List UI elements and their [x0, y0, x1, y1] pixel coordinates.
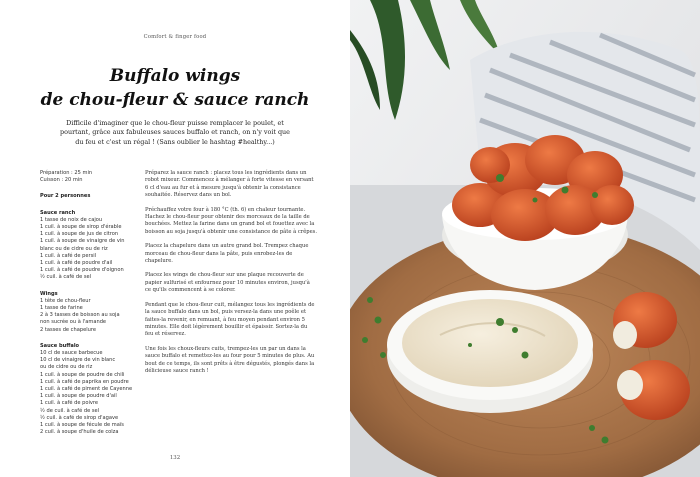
wings-heading: Wings — [40, 290, 58, 297]
ingredient-item: 1 tasse de farine — [40, 305, 83, 312]
ingredient-item: ½ cuil. à café de sirop d'agave — [40, 414, 119, 421]
ingredient-item: 10 cl de vinaigre de vin blanc — [40, 357, 116, 364]
recipe-title-line2: de chou-fleur & sauce ranch — [40, 90, 310, 110]
instruction-step: Placez la chapelure dans un autre grand bol. Trempez chaque morceau de chou-fleur dans la pâte, puis enrobez-les de chapelure. — [145, 243, 309, 265]
instructions-column — [145, 170, 317, 382]
ingredient-item: 1 tasse de noix de cajou — [40, 216, 103, 223]
ingredient-item: 2 tasses de chapelure — [40, 326, 96, 333]
ingredient-item: 1 tête de chou-fleur — [40, 297, 91, 304]
instruction-step: Placez les wings de chou-fleur sur une plaque recouverte de papier sulfurisé et enfournez pour 10 minutes environ, jusqu'à ce qu'ils commencent à se colorer. — [145, 272, 310, 294]
ingredient-item: 1 cuil. à soupe de poudre de chili — [40, 371, 125, 378]
ingredient-item: ½ cuil. à café de sel — [40, 274, 92, 281]
page-number: 132 — [169, 455, 181, 461]
recipe-title-line1: Buffalo wings — [109, 66, 241, 86]
ingredient-item: ½ de cuil. à café de sel — [40, 407, 100, 414]
ingredient-item: 1 cuil. à café de persil — [40, 252, 97, 259]
ingredient-item: 2 à 3 tasses de boisson au soja — [40, 312, 120, 319]
ingredient-item: 1 cuil. à café de piment de Cayenne — [40, 386, 133, 393]
food-photo — [350, 0, 700, 477]
ranch-sauce — [402, 299, 578, 387]
ingredient-item: 1 cuil. à soupe de poudre d'ail — [40, 393, 117, 400]
ingredient-item: 2 cuil. à soupe d'huile de colza — [40, 429, 119, 436]
ingredients-column — [40, 170, 140, 437]
servings: Pour 2 personnes — [40, 193, 91, 200]
ingredient-item: non sucrée ou à l'amande — [40, 319, 107, 326]
instruction-step: Une fois les choux-fleurs cuits, trempez-les un par un dans la sauce buffalo et remettez-les au four pour 5 minutes de plus. Au bout de ce temps, ils sont prêts à être dégustés, plongés dans la délicieuse sauce ranch ! — [145, 345, 315, 374]
cook-time: Cuisson : 20 min — [40, 177, 83, 184]
instruction-step: Préparez la sauce ranch : placez tous les ingrédients dans un robot mixeur. Commencez à mélanger à forte vitesse en versant 6 cl d'eau au fur et à mesure jusqu'à obtenir la consistance souhaitée. Réservez dans un bol. — [145, 170, 314, 199]
ingredient-item: 1 cuil. à soupe de jus de citron — [40, 231, 119, 238]
instruction-step: Pendant que le chou-fleur cuit, mélangez tous les ingrédients de la sauce buffalo dans un bol, puis versez-la dans une poêle et faites-la revenir, en remuant, à feu moyen pendant environ 5 minutes. Elle doit légèrement bouillir et épaissir. Sortez-la du feu et réservez. — [145, 301, 315, 338]
ingredient-item: 1 cuil. à café de poudre d'ail — [40, 260, 113, 267]
section-label: Comfort & finger food — [143, 34, 207, 40]
buffalo-heading: Sauce buffalo — [40, 342, 80, 349]
ingredient-item: 1 cuil. à soupe de sirop d'érable — [40, 224, 122, 231]
ingredient-item: ou de cidre ou de riz — [40, 364, 93, 371]
ingredient-item: 1 cuil. à café de poudre d'oignon — [40, 267, 124, 274]
prep-time: Préparation : 25 min — [40, 170, 93, 176]
ingredient-item: blanc ou de cidre ou de riz — [40, 245, 108, 252]
ingredient-item: 1 cuil. à café de paprika en poudre — [40, 378, 129, 385]
ingredient-item: 1 cuil. à café de poivre — [40, 400, 99, 407]
ranch-heading: Sauce ranch — [40, 209, 76, 216]
instruction-step: Préchauffez votre four à 180 °C (th. 6) en chaleur tournante. Hachez le chou-fleur pour obtenir des morceaux de la taille de bouchées. Mettez la farine dans un grand bol et fouettez avec la boisson au soja jusqu'à obtenir une consistance de pâte à crêpes. — [145, 206, 317, 235]
ingredient-item: 1 cuil. à soupe de vinaigre de vin — [40, 238, 125, 245]
food-photo-illustration — [350, 0, 700, 477]
ingredient-item: 1 cuil. à soupe de fécule de maïs — [40, 422, 124, 429]
ingredient-item: 10 cl de sauce barbecue — [40, 350, 103, 357]
recipe-intro: Difficile d'imaginer que le chou-fleur puisse remplacer le poulet, et pourtant, grâce aux fabuleuses sauces buffalo et ranch, on n'y voit que du feu et c'est un régal ! (Sans oublier le hashtag #healthy...) — [60, 119, 290, 146]
ranch-bowl — [387, 290, 593, 413]
